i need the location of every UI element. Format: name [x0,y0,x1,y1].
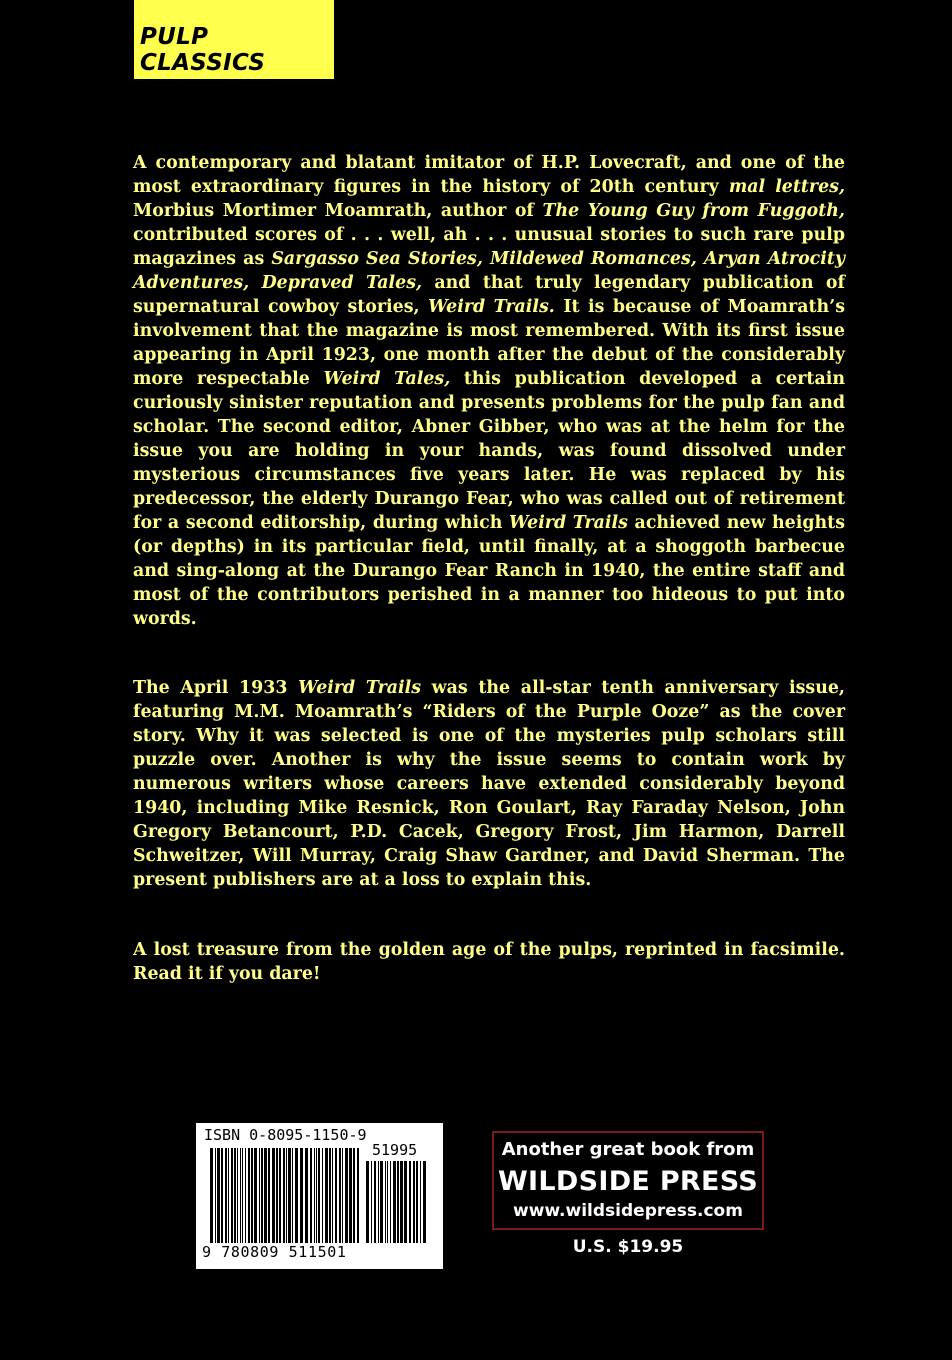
publisher-name: WILDSIDE PRESS [497,1166,759,1197]
blurb-paragraph-2: The April 1933 Weird Trails was the all-star tenth anniversary issue, featuring M.M. Moamrath’s “Riders of the Purple Ooze” as the cover story. Why it was selected is one of the mysteries pulp scholars still puzzle over. Another is why the issue seems to contain work by numerous writers whose careers have extended considerably beyond 1940, including Mike Resnick, Ron Goulart, Ray Faraday Nelson, John Gregory Betancourt, P.D. Cacek, Gregory Frost, Jim Harmon, Darrell Schweitzer, Will Murray, Craig Shaw Gardner, and David Sherman. The present publishers are at a loss to explain this. [133,678,845,890]
barcode-bars [210,1148,360,1243]
isbn-barcode [196,1123,443,1269]
series-label: PULP CLASSICS [140,24,266,76]
blurb-paragraph-1: A contemporary and blatant imitator of H.P. Lovecraft, and one of the most extraordinary figures in the history of 20th century mal lettres, Morbius Mortimer Moamrath, author of The Young Guy from Fuggoth, contributed scores of . . . well, ah . . . unusual stories to such rare pulp magazines as Sargasso Sea Stories, Mildewed Romances, Aryan Atrocity Adventures, Depraved Tales, and that truly legendary publication of supernatural cowboy stories, Weird Trails. It is because of Moamrath’s involvement that the magazine is most remembered. With its first issue appearing in April 1923, one month after the debut of the considerably more respectable Weird Tales, this publication developed a certain curiously sinister reputation and presents problems for the pulp fan and scholar. The second editor, Abner Gibber, who was at the helm for the issue you are holding in your hands, was found dissolved under mysterious circumstances five years later. He was replaced by his predecessor, the elderly Durango Fear, who was called out of retirement for a second editorship, during which Weird Trails achieved new heights (or depths) in its particular field, until finally, at a shoggoth barbecue and sing-along at the Durango Fear Ranch in 1940, the entire staff and most of the contributors perished in a manner too hideous to put into words. [133,153,846,629]
ean-number: 9 780809 511501 [202,1243,347,1261]
publisher-url[interactable]: www.wildsidepress.com [513,1201,743,1221]
barcode-addon-bars [366,1161,428,1243]
price-code: 51995 [372,1141,418,1159]
series-tag [134,0,334,79]
isbn-number: ISBN 0-8095-1150-9 [204,1126,367,1144]
publisher-box [492,1131,764,1230]
publisher-tagline: Another great book from [501,1139,755,1160]
blurb-paragraph-3: A lost treasure from the golden age of the pulps, reprinted in facsimile. Read it if you dare! [133,940,845,984]
price-label: U.S. $19.95 [572,1237,684,1257]
